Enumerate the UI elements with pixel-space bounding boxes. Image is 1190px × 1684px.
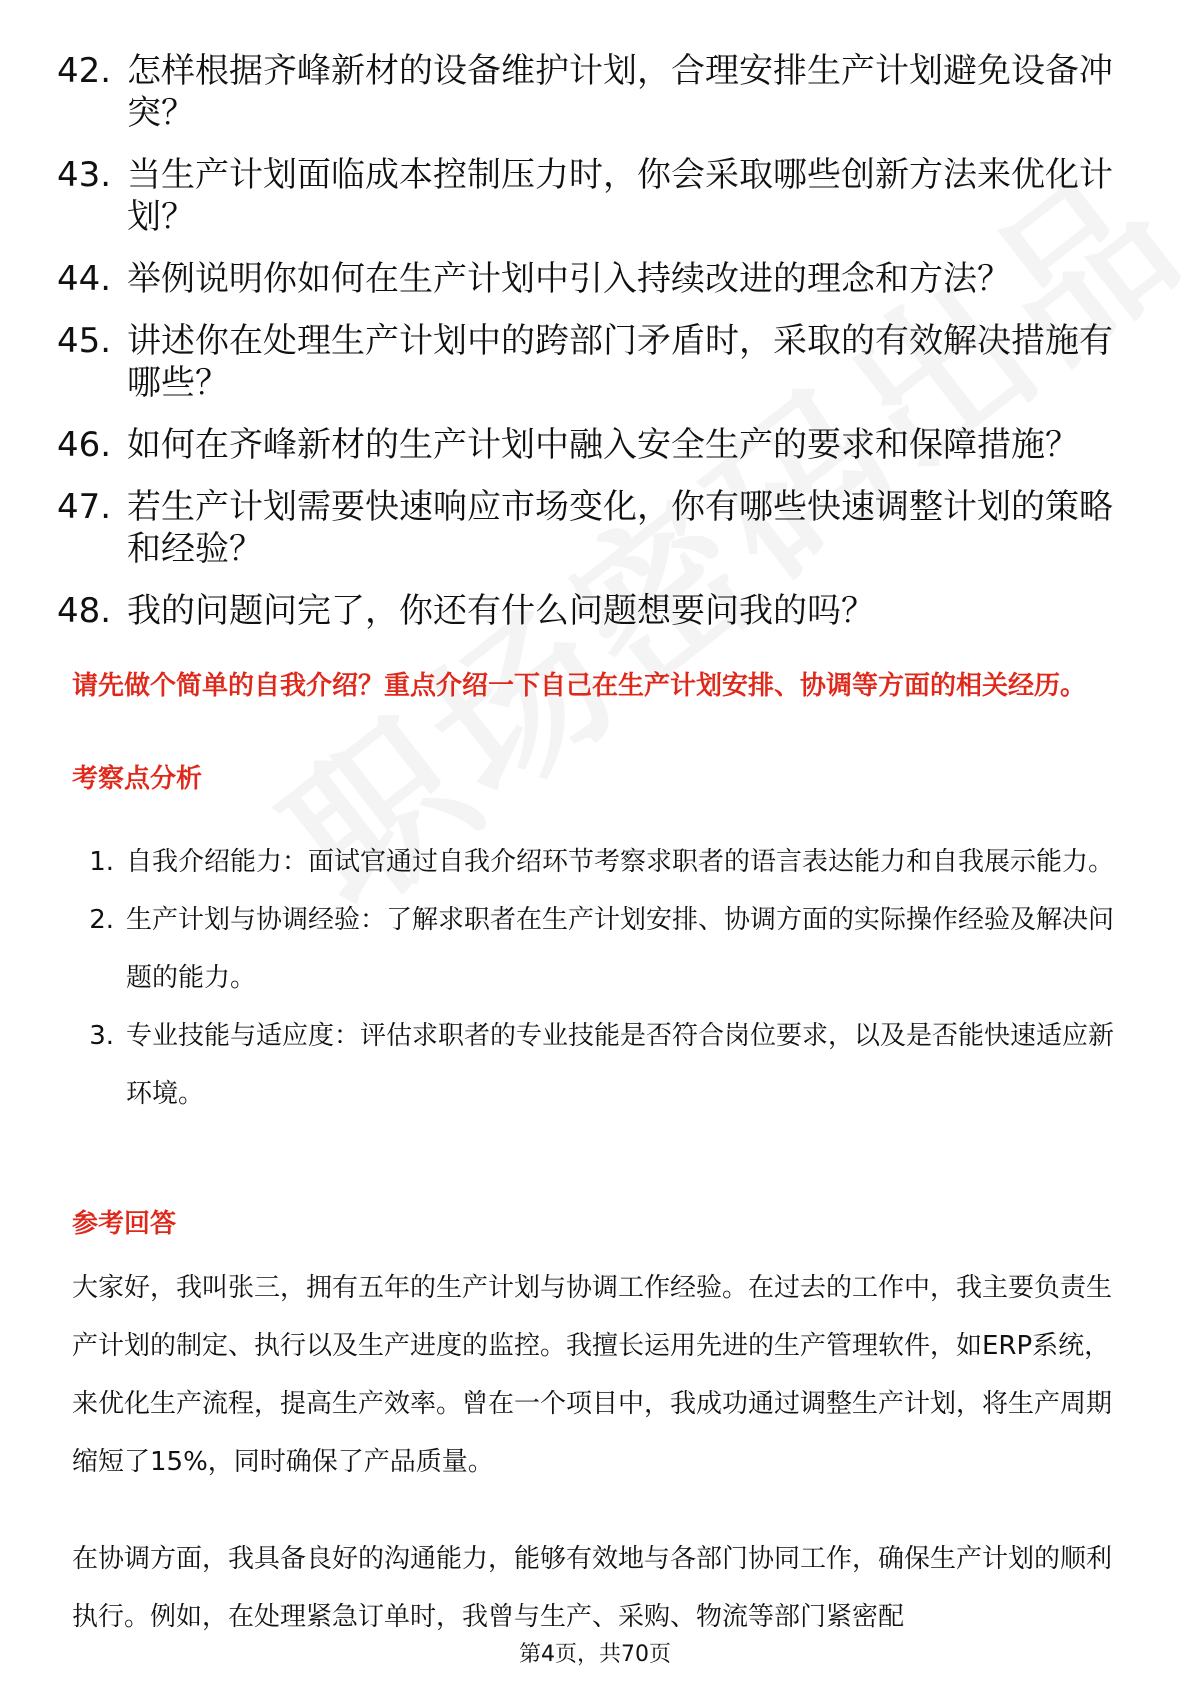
question-number: 45. bbox=[57, 321, 112, 361]
question-item bbox=[57, 486, 1117, 570]
question-text: 如何在齐峰新材的生产计划中融入安全生产的要求和保障措施？ bbox=[127, 425, 1079, 465]
reference-paragraph: 大家好，我叫张三，拥有五年的生产计划与协调工作经验。在过去的工作中，我主要负责生产计划的制定、执行以及生产进度的监控。我擅长运用先进的生产管理软件，如ERP系统，来优化生产流程，提高生产效率。曾在一个项目中，我成功通过调整生产计划，将生产周期缩短了15%，同时确保了产品质量。 bbox=[72, 1273, 1113, 1477]
question-item bbox=[57, 590, 1117, 632]
question-number: 43. bbox=[57, 155, 112, 195]
question-item bbox=[57, 320, 1117, 404]
question-item bbox=[57, 424, 1117, 466]
question-list bbox=[57, 50, 1117, 652]
question-number: 46. bbox=[57, 425, 112, 465]
analysis-text: 生产计划与协调经验：了解求职者在生产计划安排、协调方面的实际操作经验及解决问题的能力。 bbox=[126, 905, 1115, 993]
question-text: 当生产计划面临成本控制压力时，你会采取哪些创新方法来优化计划？ bbox=[127, 155, 1113, 237]
question-text: 讲述你在处理生产计划中的跨部门矛盾时，采取的有效解决措施有哪些？ bbox=[127, 321, 1113, 403]
question-number: 42. bbox=[57, 51, 112, 91]
question-text: 我的问题问完了，你还有什么问题想要问我的吗？ bbox=[127, 591, 875, 631]
featured-question: 请先做个简单的自我介绍？重点介绍一下自己在生产计划安排、协调等方面的相关经历。 bbox=[72, 671, 1087, 701]
analysis-number: 2. bbox=[89, 905, 114, 935]
analysis-heading: 考察点分析 bbox=[72, 764, 203, 794]
question-item bbox=[57, 50, 1117, 134]
reference-heading: 参考回答 bbox=[72, 1209, 177, 1239]
analysis-item bbox=[72, 833, 1122, 891]
analysis-item bbox=[72, 1007, 1122, 1123]
analysis-item bbox=[72, 891, 1122, 1007]
reference-paragraph: 在协调方面，我具备良好的沟通能力，能够有效地与各部门协同工作，确保生产计划的顺利执行。例如，在处理紧急订单时，我曾与生产、采购、物流等部门紧密配 bbox=[72, 1544, 1113, 1632]
question-item bbox=[57, 154, 1117, 238]
analysis-number: 3. bbox=[89, 1021, 114, 1051]
page-footer: 第4页，共70页 bbox=[519, 1642, 671, 1667]
analysis-text: 自我介绍能力：面试官通过自我介绍环节考察求职者的语言表达能力和自我展示能力。 bbox=[126, 847, 1115, 877]
question-text: 若生产计划需要快速响应市场变化，你有哪些快速调整计划的策略和经验？ bbox=[127, 487, 1113, 569]
question-number: 48. bbox=[57, 591, 112, 631]
analysis-list bbox=[72, 833, 1122, 1123]
question-item bbox=[57, 258, 1117, 300]
question-text: 举例说明你如何在生产计划中引入持续改进的理念和方法？ bbox=[127, 259, 1011, 299]
question-number: 47. bbox=[57, 487, 112, 527]
question-number: 44. bbox=[57, 259, 112, 299]
question-text: 怎样根据齐峰新材的设备维护计划，合理安排生产计划避免设备冲突？ bbox=[127, 51, 1113, 133]
analysis-text: 专业技能与适应度：评估求职者的专业技能是否符合岗位要求，以及是否能快速适应新环境。 bbox=[126, 1021, 1115, 1109]
analysis-number: 1. bbox=[89, 847, 114, 877]
